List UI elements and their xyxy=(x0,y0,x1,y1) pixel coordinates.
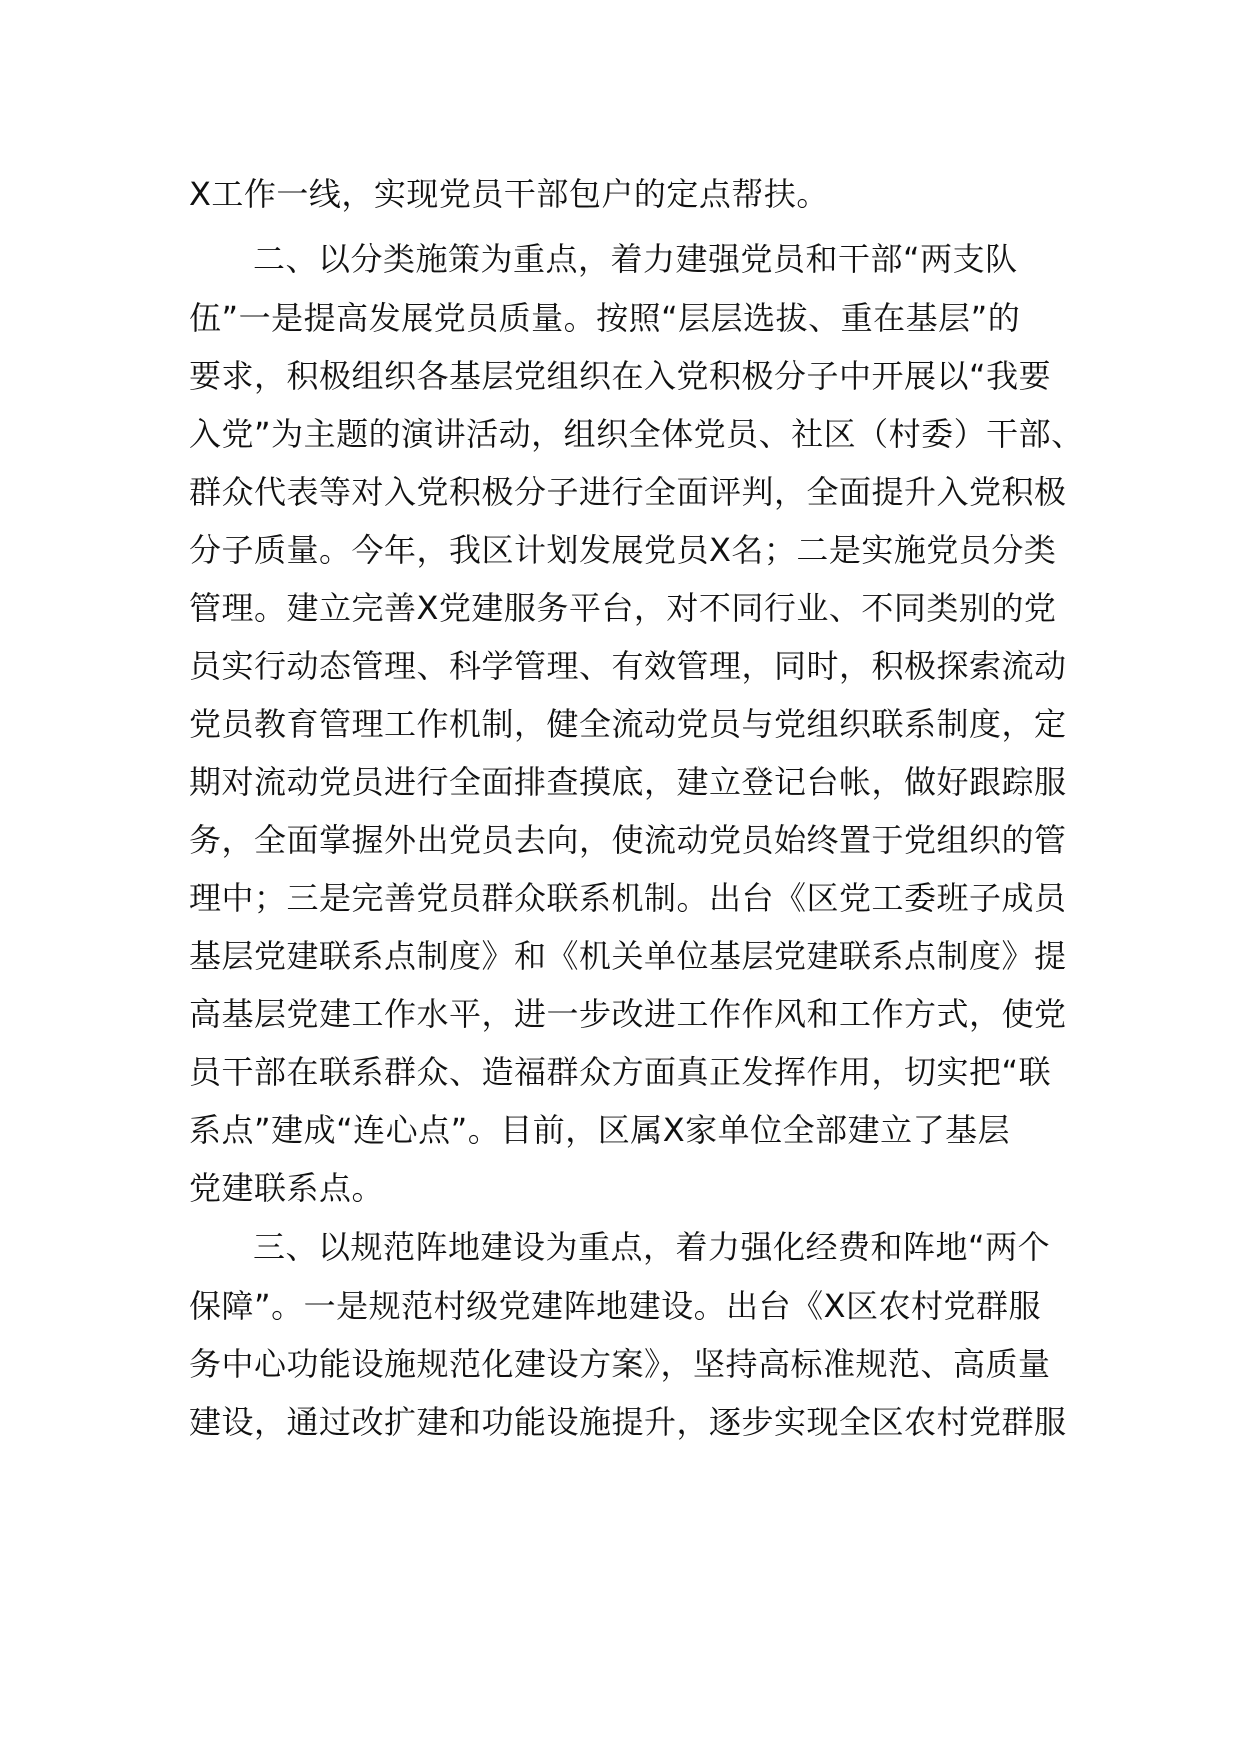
section-heading-3: 三、以规范阵地建设为重点，着力强化经费和阵地“两个 xyxy=(253,1228,1051,1266)
text-line: 建设，通过改扩建和功能设施提升，逐步实现全区农村党群服 xyxy=(189,1403,1067,1441)
section-heading-2: 二、以分类施策为重点，着力建强党员和干部“两支队 xyxy=(253,240,1018,278)
text-line: 高基层党建工作水平，进一步改进工作作风和工作方式，使党 xyxy=(189,995,1067,1033)
text-line: 员干部在联系群众、造福群众方面真正发挥作用，切实把“联 xyxy=(189,1053,1052,1091)
text-line: 务，全面掌握外出党员去向，使流动党员始终置于党组织的管 xyxy=(189,821,1067,859)
text-line: 党建联系点。 xyxy=(189,1169,385,1207)
text-line: 党员教育管理工作机制，健全流动党员与党组织联系制度，定 xyxy=(189,705,1067,743)
text-line: 务中心功能设施规范化建设方案》，坚持高标准规范、高质量 xyxy=(189,1345,1051,1383)
text-line: 理中；三是完善党员群众联系机制。出台《区党工委班子成员 xyxy=(189,879,1067,917)
text-line: 基层党建联系点制度》和《机关单位基层党建联系点制度》提 xyxy=(189,937,1067,975)
text-line: 群众代表等对入党积极分子进行全面评判，全面提升入党积极 xyxy=(189,473,1067,511)
text-line: 伍”一是提高发展党员质量。按照“层层选拔、重在基层”的 xyxy=(189,299,1021,337)
text-line: X工作一线，实现党员干部包户的定点帮扶。 xyxy=(189,175,829,213)
text-line: 分子质量。今年，我区计划发展党员X名；二是实施党员分类 xyxy=(189,531,1057,569)
text-line: 期对流动党员进行全面排查摸底，建立登记台帐，做好跟踪服 xyxy=(189,763,1067,801)
text-line: 系点”建成“连心点”。目前，区属X家单位全部建立了基层 xyxy=(189,1111,1011,1149)
text-line: 管理。建立完善X党建服务平台，对不同行业、不同类别的党 xyxy=(189,589,1057,627)
text-line: 保障”。一是规范村级党建阵地建设。出台《X区农村党群服 xyxy=(189,1287,1042,1325)
text-line: 入党”为主题的演讲活动，组织全体党员、社区（村委）干部、 xyxy=(189,415,1084,453)
text-line: 要求，积极组织各基层党组织在入党积极分子中开展以“我要 xyxy=(189,357,1052,395)
text-line: 员实行动态管理、科学管理、有效管理，同时，积极探索流动 xyxy=(189,647,1067,685)
